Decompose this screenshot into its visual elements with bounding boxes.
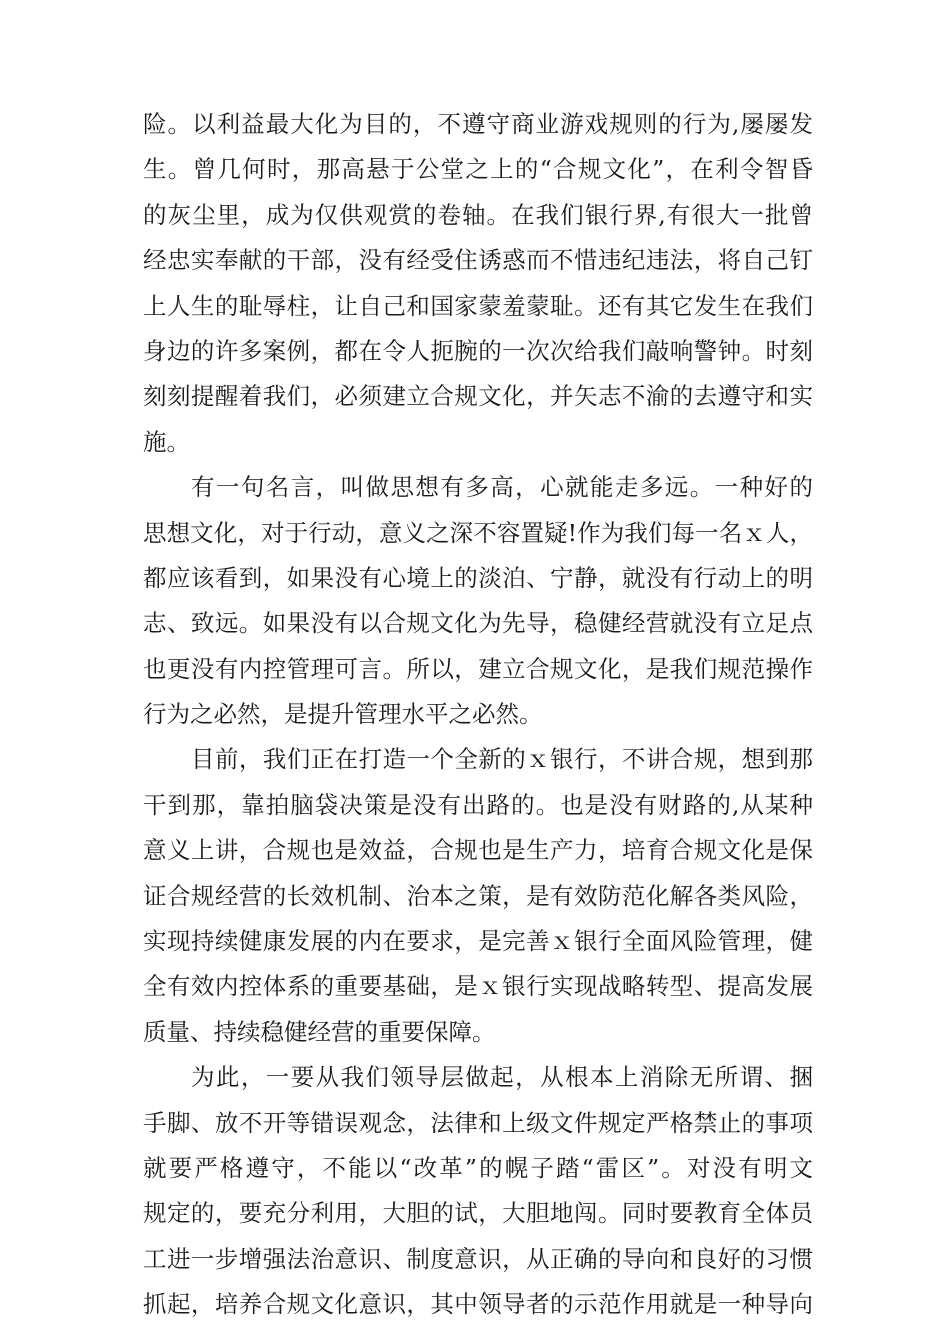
text-line: 经忠实奉献的干部，没有经受住诱惑而不惜违纪违法，将自己钉: [143, 246, 813, 275]
text-line: 身边的许多案例，都在令人扼腕的一次次给我们敲响警钟。时刻: [143, 336, 813, 365]
text-line: 行为之必然，是提升管理水平之必然。: [143, 700, 543, 729]
text-line: 证合规经营的长效机制、治本之策，是有效防范化解各类风险，: [143, 881, 813, 910]
text-line: 志、致远。如果没有以合规文化为先导，稳健经营就没有立足点: [143, 609, 813, 638]
text-line: 都应该看到，如果没有心境上的淡泊、宁静，就没有行动上的明: [143, 563, 813, 592]
text-line: 干到那，靠拍脑袋决策是没有出路的。也是没有财路的,从某种: [143, 790, 813, 819]
text-line: 刻刻提醒着我们，必须建立合规文化，并矢志不渝的去遵守和实: [143, 382, 813, 411]
text-line: 质量、持续稳健经营的重要保障。: [143, 1017, 496, 1046]
text-line: 就要严格遵守，不能以“改革”的幌子踏“雷区”。对没有明文: [143, 1153, 813, 1182]
text-line: 意义上讲，合规也是效益，合规也是生产力，培育合规文化是保: [143, 836, 813, 865]
paragraph-first-line: 为此，一要从我们领导层做起，从根本上消除无所谓、捆: [191, 1063, 813, 1092]
text-line: 抓起，培养合规文化意识，其中领导者的示范作用就是一种导向: [143, 1290, 813, 1319]
paragraph-first-line: 有一句名言，叫做思想有多高，心就能走多远。一种好的: [191, 473, 813, 502]
text-line: 的灰尘里，成为仅供观赏的卷轴。在我们银行界,有很大一批曾: [143, 200, 813, 229]
text-line: 险。以利益最大化为目的，不遵守商业游戏规则的行为,屡屡发: [143, 110, 813, 138]
text-line: 规定的，要充分利用，大胆的试，大胆地闯。同时要教育全体员: [143, 1199, 813, 1228]
text-line: 全有效内控体系的重要基础，是ｘ银行实现战略转型、提高发展: [143, 972, 813, 1001]
text-line: 手脚、放不开等错误观念，法律和上级文件规定严格禁止的事项: [143, 1108, 813, 1137]
text-line: 思想文化，对于行动，意义之深不容置疑!作为我们每一名ｘ人，: [143, 518, 813, 547]
text-line: 实现持续健康发展的内在要求，是完善ｘ银行全面风险管理，健: [143, 927, 813, 956]
text-line: 生。曾几何时，那高悬于公堂之上的“合规文化”，在利令智昏: [143, 155, 813, 184]
paragraph-first-line: 目前，我们正在打造一个全新的ｘ银行，不讲合规，想到那: [191, 745, 813, 774]
body-text: [143, 102, 813, 1328]
text-line: 施。: [143, 427, 190, 456]
text-line: 也更没有内控管理可言。所以，建立合规文化，是我们规范操作: [143, 654, 813, 683]
text-line: 工进一步增强法治意识、制度意识，从正确的导向和良好的习惯: [143, 1244, 813, 1273]
text-line: 上人生的耻辱柱，让自己和国家蒙羞蒙耻。还有其它发生在我们: [143, 291, 813, 320]
